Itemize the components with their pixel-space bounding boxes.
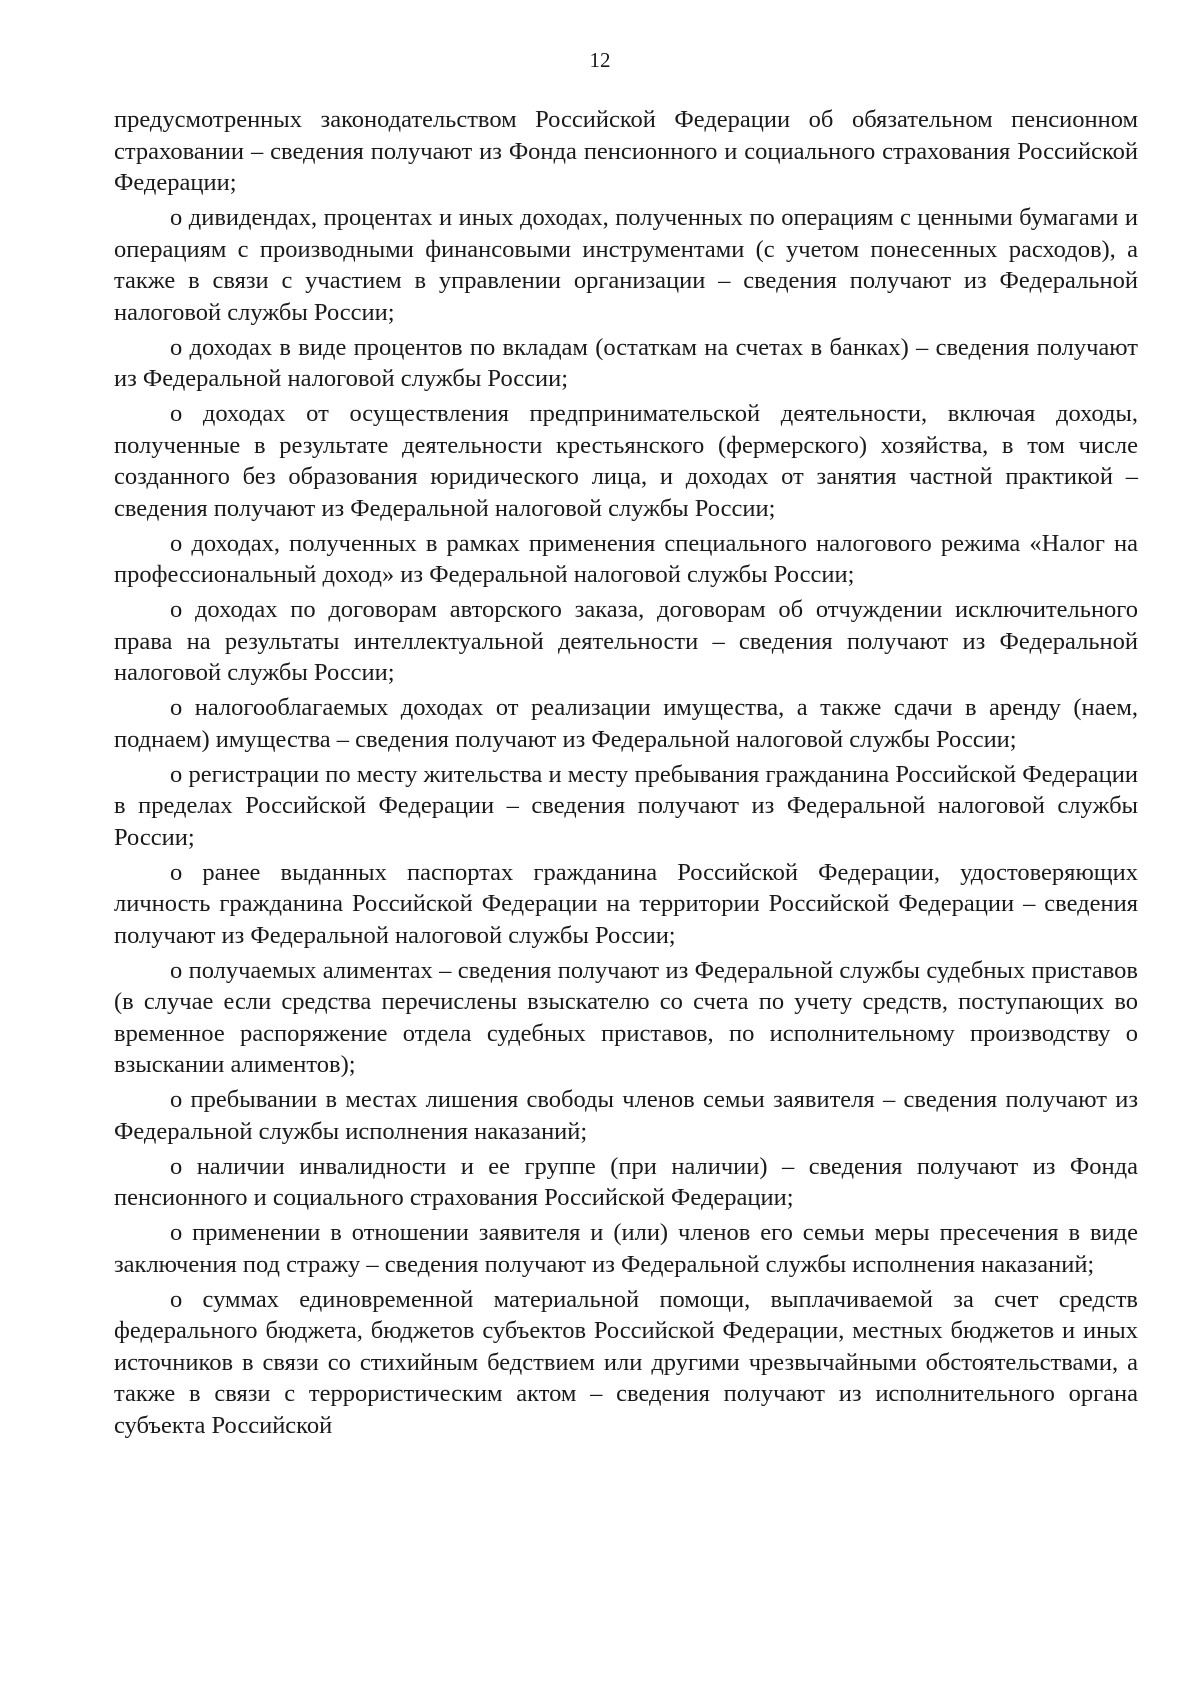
page-number: 12 <box>589 48 611 72</box>
paragraph: о доходах в виде процентов по вкладам (остаткам на счетах в банках) – сведения получают из Федеральной налоговой службы России; <box>114 333 1138 392</box>
paragraph: о налогооблагаемых доходах от реализации имущества, а также сдачи в аренду (наем, поднаем) имущества – сведения получают из Федеральной налоговой службы России; <box>114 694 1138 753</box>
paragraph: о пребывании в местах лишения свободы членов семьи заявителя – сведения получают из Федеральной службы исполнения наказаний; <box>114 1086 1138 1145</box>
paragraph: о дивидендах, процентах и иных доходах, полученных по операциям с ценными бумагами и операциям с производными финансовыми инструментами (с учетом понесенных расходов), а также в связи с участием в управлении организации – сведения получают из Федеральной налоговой службы России; <box>114 204 1138 326</box>
body-text <box>114 104 1138 1445</box>
paragraph: о доходах от осуществления предпринимательской деятельности, включая доходы, полученные в результате деятельности крестьянского (фермерского) хозяйства, в том числе созданного без образования юридического лица, и доходах от занятия частной практикой – сведения получают из Федеральной налоговой службы России; <box>114 400 1138 522</box>
paragraph: о регистрации по месту жительства и месту пребывания гражданина Российской Федерации в пределах Российской Федерации – сведения получают из Федеральной налоговой службы России; <box>114 760 1138 851</box>
paragraph: о получаемых алиментах – сведения получают из Федеральной службы судебных приставов (в случае если средства перечислены взыскателю со счета по учету средств, поступающих во временное распоряжение отдела судебных приставов, по исполнительному производству о взыскании алиментов); <box>114 956 1138 1078</box>
paragraph: о доходах, полученных в рамках применения специального налогового режима «Налог на профессиональный доход» из Федеральной налоговой службы России; <box>114 529 1138 588</box>
paragraph: о ранее выданных паспортах гражданина Российской Федерации, удостоверяющих личность гражданина Российской Федерации на территории Российской Федерации – сведения получают из Федеральной налоговой службы России; <box>114 858 1138 949</box>
paragraph: о наличии инвалидности и ее группе (при наличии) – сведения получают из Фонда пенсионного и социального страхования Российской Федерации; <box>114 1152 1138 1211</box>
paragraph: о доходах по договорам авторского заказа, договорам об отчуждении исключительного права на результаты интеллектуальной деятельности – сведения получают из Федеральной налоговой службы России; <box>114 596 1138 686</box>
paragraph: предусмотренных законодательством Российской Федерации об обязательном пенсионном страховании – сведения получают из Фонда пенсионного и социального страхования Российской Федерации; <box>114 106 1138 196</box>
paragraph: о применении в отношении заявителя и (или) членов его семьи меры пресечения в виде заключения под стражу – сведения получают из Федеральной службы исполнения наказаний; <box>114 1219 1138 1278</box>
paragraph: о суммах единовременной материальной помощи, выплачиваемой за счет средств федерального бюджета, бюджетов субъектов Российской Федерации, местных бюджетов и иных источников в связи со стихийным бедствием или другими чрезвычайными обстоятельствами, а также в связи с террористическим актом – сведения получают из исполнительного органа субъекта Российской <box>114 1285 1138 1439</box>
